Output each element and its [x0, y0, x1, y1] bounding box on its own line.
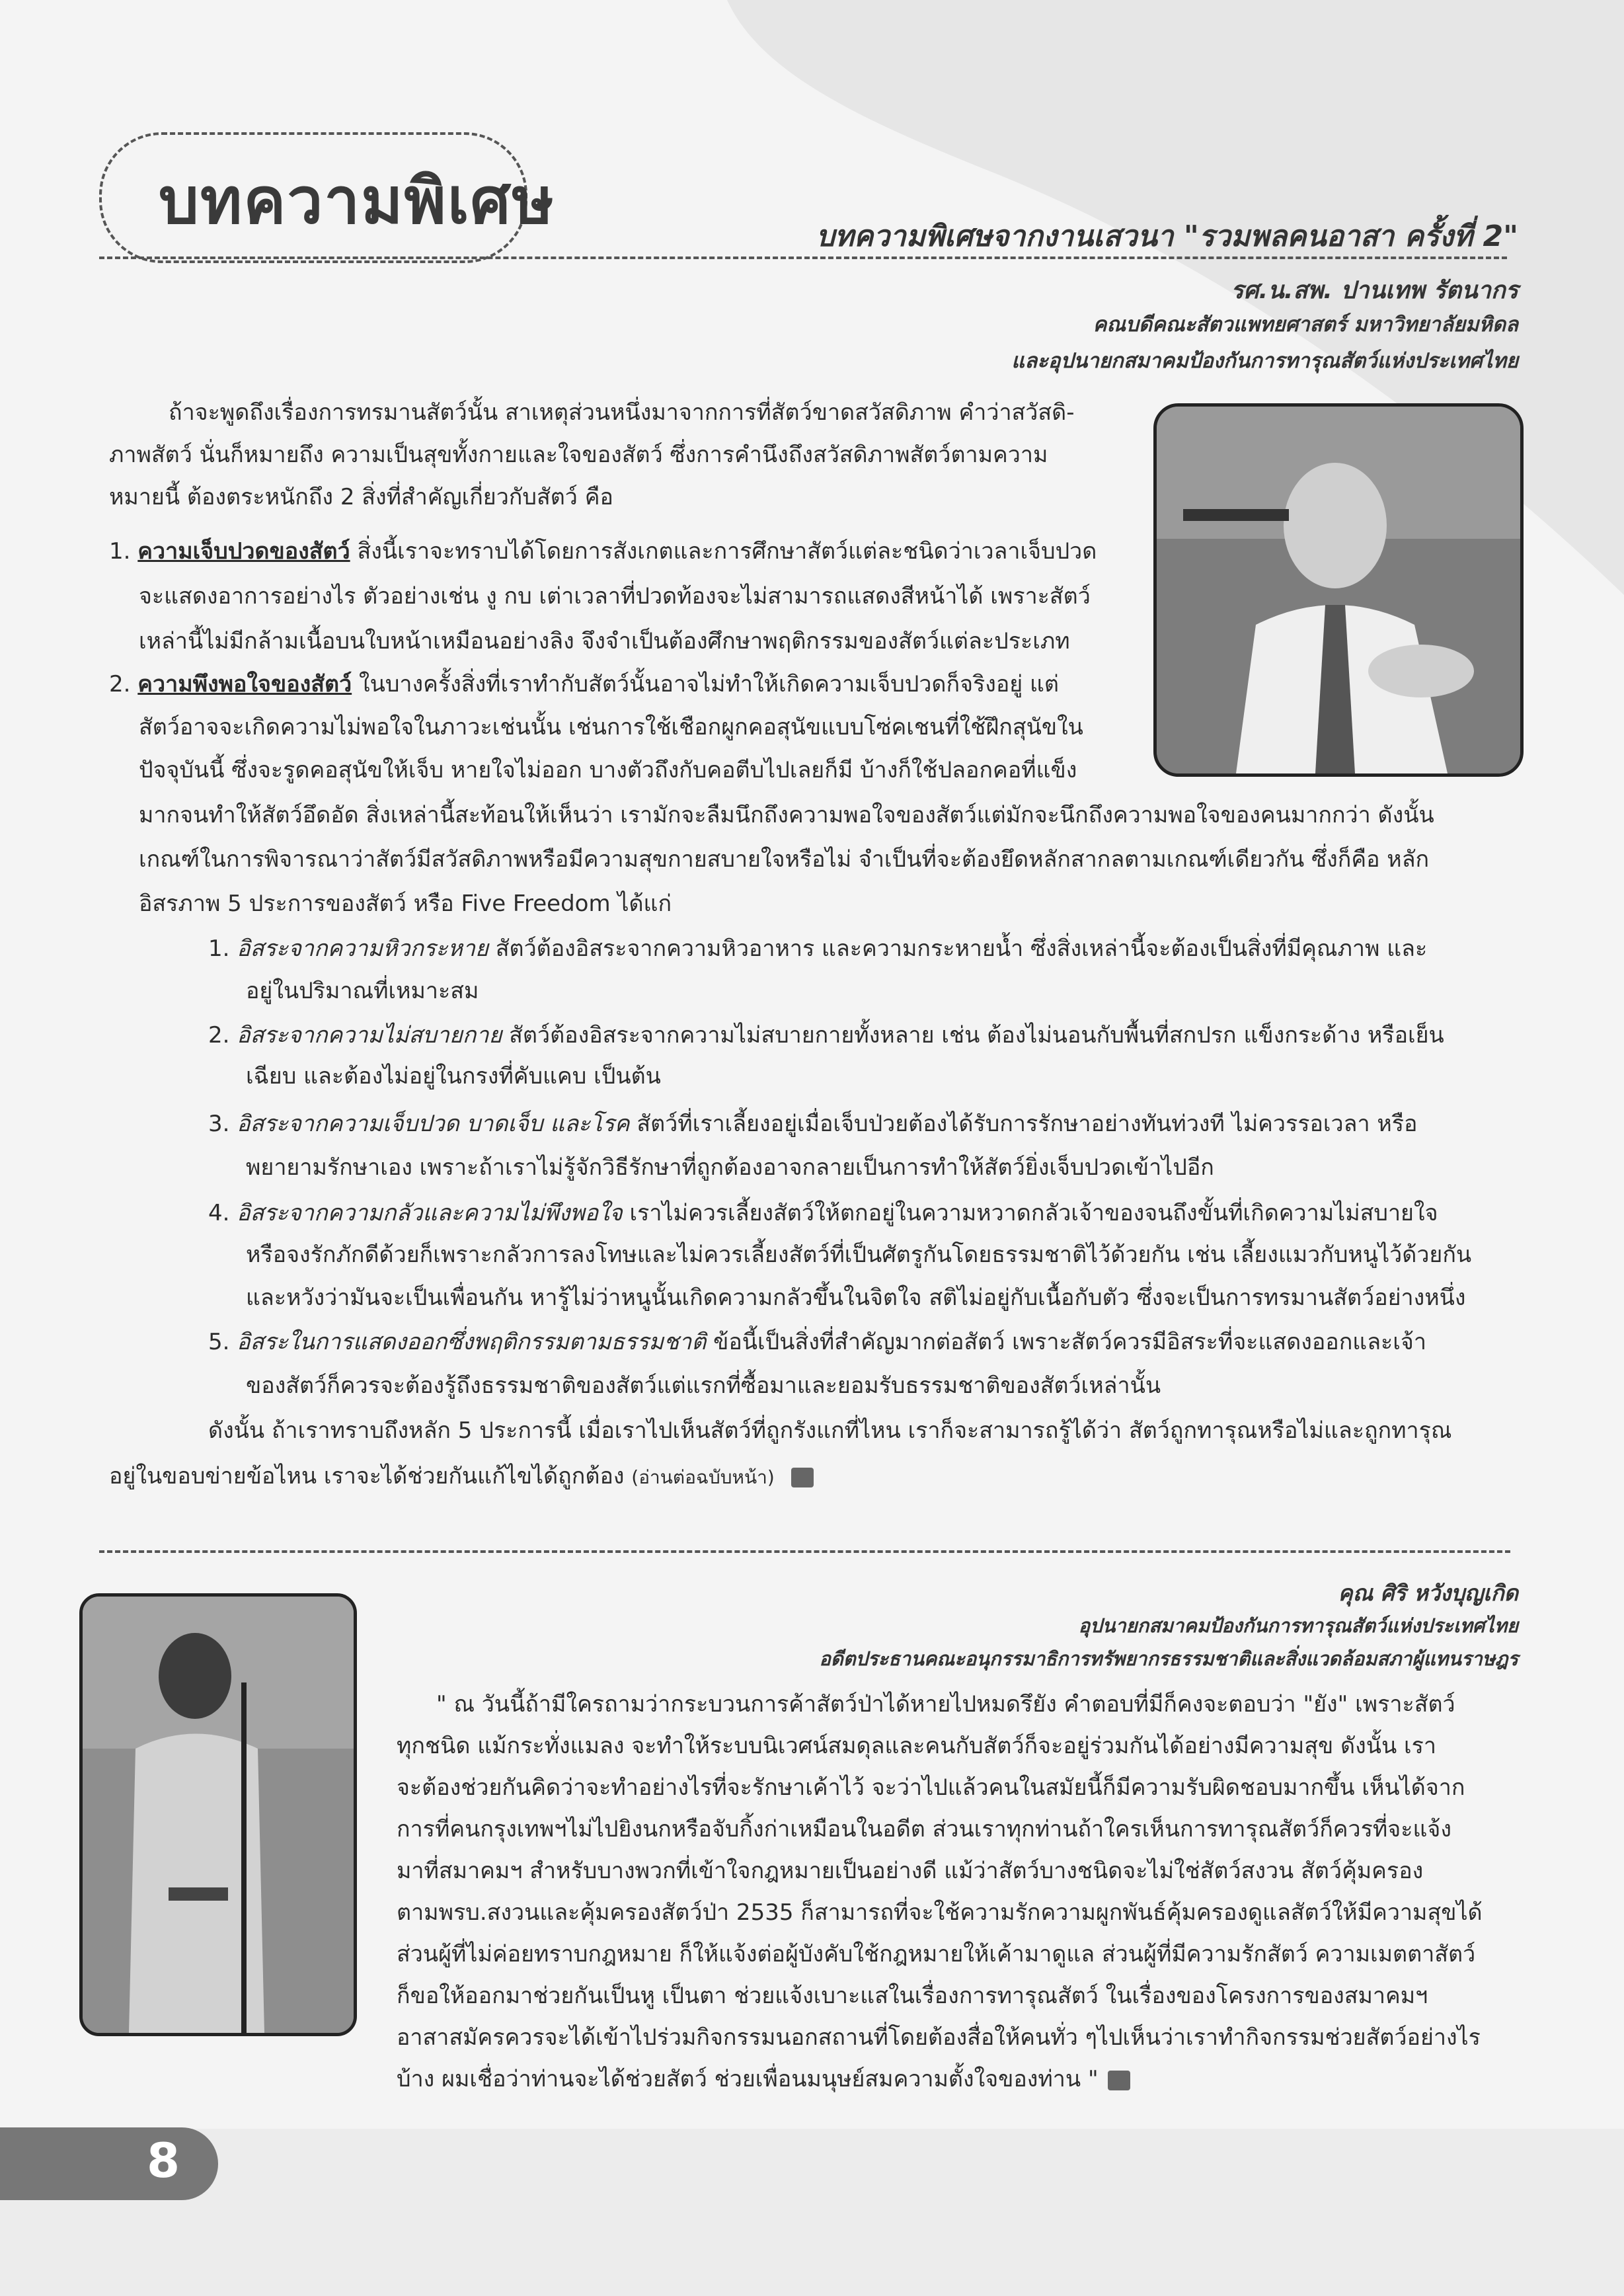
point-2-line-3: ปัจจุบันนี้ ซึ่งจะรูดคอสุนัขให้เจ็บ หายใจไม่ออก บางตัวถึงกับคอตีบไปเลยก็มี บ้างก็ใช้ปลอกคอที่แข็ง [139, 757, 1077, 783]
quote-line-1: " ณ วันนี้ถ้ามีใครถามว่ากระบวนการค้าสัตว์ป่าได้หายไปหมดรึยัง คำตอบที่มีก็คงจะตอบว่า "ยัง" เพราะสัตว์ [436, 1691, 1455, 1718]
quote-line-2: ทุกชนิด แม้กระทั่งแมลง จะทำให้ระบบนิเวศน์สมดุลและคนกับสัตว์ก็จะอยู่ร่วมกันได้อย่างมีความสุข ดังนั้น เรา [397, 1733, 1436, 1759]
cont-line-3: อิสรภาพ 5 ประการของสัตว์ หรือ Five Freedom ได้แก่ [139, 891, 672, 917]
author-position-2: และอุปนายกสมาคมป้องกันการทารุณสัตว์แห่งประเทศไทย [1011, 349, 1518, 373]
author-name: รศ.น.สพ. ปานเทพ รัตนากร [1231, 277, 1518, 304]
quote-line-5: มาที่สมาคมฯ สำหรับบางพวกที่เข้าใจกฎหมายเป็นอย่างดี แม้ว่าสัตว์บางชนิดจะไม่ใช่สัตว์สงวน สัตว์คุ้มครอง [397, 1858, 1424, 1884]
freedom-5-text: ข้อนี้เป็นสิ่งที่สำคัญมากต่อสัตว์ เพราะสัตว์ควรมีอิสระที่จะแสดงออกและเจ้า [706, 1329, 1426, 1355]
freedom-4-title: อิสระจากความกลัวและความไม่พึงพอใจ [237, 1200, 623, 1226]
quote-line-4: การที่คนกรุงเทพฯไม่ไปยิงนกหรือจับกิ้งก่าเหมือนในอดีต ส่วนเราทุกท่านถ้าใครเห็นการทารุณสัตว์ก็ควรที่จะแจ้ง [397, 1816, 1451, 1842]
freedom-1-text: สัตว์ต้องอิสระจากความหิวอาหาร และความกระหายน้ำ ซึ่งสิ่งเหล่านี้จะต้องเป็นสิ่งที่มีคุณภาพ และ [488, 935, 1428, 962]
section-separator [99, 1550, 1510, 1553]
author2-name: คุณ ศิริ หวังบุญเกิด [1338, 1580, 1518, 1606]
cont-line-1: มากจนทำให้สัตว์อึดอัด สิ่งเหล่านี้สะท้อนให้เห็นว่า เรามักจะลืมนึกถึงความพอใจของสัตว์แต่มักจะนึกถึงความพอใจของคนมากกว่า ดังนั้น [139, 802, 1434, 828]
author-position-1: คณบดีคณะสัตวแพทยศาสตร์ มหาวิทยาลัยมหิดล [1093, 313, 1518, 336]
freedom-5 [208, 1324, 1426, 1361]
freedom-4-line-2: หรือจงรักภักดีด้วยก็เพราะกลัวการลงโทษและไม่ควรเลี้ยงสัตว์ที่เป็นศัตรูกันโดยธรรมชาติไว้ด้วยกัน เช่น เลี้ยงแมวกับหนูไว้ด้วยกัน [246, 1242, 1472, 1268]
quote-line-10 [397, 2061, 1130, 2098]
point-1-line-3: เหล่านี้ไม่มีกล้ามเนื้อบนใบหน้าเหมือนอย่างลิง จึงจำเป็นต้องศึกษาพฤติกรรมของสัตว์แต่ละประเภท [139, 628, 1070, 654]
freedom-3 [208, 1105, 1417, 1142]
point-1-number: 1. [109, 538, 131, 565]
speaker-photo-2 [79, 1593, 357, 2036]
author2-position-1: อุปนายกสมาคมป้องกันการทารุณสัตว์แห่งประเทศไทย [1078, 1614, 1518, 1637]
point-2 [109, 666, 1059, 703]
quote-line-3: จะต้องช่วยกันคิดว่าจะทำอย่างไรที่จะรักษาเค้าไว้ จะว่าไปแล้วคนในสมัยนี้ก็มีความรับผิดชอบมากขึ้น เห็นได้จาก [397, 1774, 1465, 1801]
cont-line-2: เกณฑ์ในการพิจารณาว่าสัตว์มีสวัสดิภาพหรือมีความสุขกายสบายใจหรือไม่ จำเป็นที่จะต้องยึดหลักสากลตามเกณฑ์เดียวกัน ซึ่งก็คือ หลัก [139, 846, 1430, 873]
point-2-heading: ความพึงพอใจของสัตว์ [137, 671, 352, 697]
freedom-2-title: อิสระจากความไม่สบายกาย [237, 1022, 502, 1049]
freedom-1-number: 1. [208, 935, 230, 962]
point-1-heading: ความเจ็บปวดของสัตว์ [137, 538, 350, 565]
conclusion-text: อยู่ในขอบข่ายข้อไหน เราจะได้ช่วยกันแก้ไขได้ถูกต้อง [109, 1463, 632, 1489]
point-1-text: สิ่งนี้เราจะทราบได้โดยการสังเกตและการศึกษาสัตว์แต่ละชนิดว่าเวลาเจ็บปวด [350, 538, 1097, 565]
conclusion-line-1: ดังนั้น ถ้าเราทราบถึงหลัก 5 ประการนี้ เมื่อเราไปเห็นสัตว์ที่ถูกรังแกที่ไหน เราก็จะสามารถรู้ได้ว่า สัตว์ถูกทารุณหรือไม่และถูกทารุณ [208, 1417, 1452, 1444]
speaker-photo-1 [1153, 403, 1524, 777]
freedom-2-line-2: เฉียบ และต้องไม่อยู่ในกรงที่คับแคบ เป็นต้น [246, 1063, 661, 1089]
paw-end-icon [791, 1468, 814, 1487]
freedom-3-text: สัตว์ที่เราเลี้ยงอยู่เมื่อเจ็บป่วยต้องได้รับการรักษาอย่างทันท่วงที ไม่ควรรอเวลา หรือ [629, 1111, 1418, 1137]
quote-line-7: ส่วนผู้ที่ไม่ค่อยทราบกฎหมาย ก็ให้แจ้งต่อผู้บังคับใช้กฎหมายให้เค้ามาดูแล ส่วนผู้ที่มีความรักสัตว์ ความเมตตาสัตว์ [397, 1941, 1476, 1967]
freedom-3-title: อิสระจากความเจ็บปวด บาดเจ็บ และโรค [237, 1111, 630, 1137]
point-2-line-2: สัตว์อาจจะเกิดความไม่พอใจในภาวะเช่นนั้น เช่นการใช้เชือกผูกคอสุนัขแบบโซ่คเชนที่ใช้ฝึกสุนัขใน [139, 714, 1083, 740]
article-subtitle: บทความพิเศษจากงานเสวนา "รวมพลคนอาสา ครั้งที่ 2" [816, 219, 1518, 253]
freedom-4-line-3: และหวังว่ามันจะเป็นเพื่อนกัน หารู้ไม่ว่าหนูนั้นเกิดความกลัวขึ้นในจิตใจ สติไม่อยู่กับเนื้อกับตัว ซึ่งจะเป็นการทรมานสัตว์อย่างหนึ่ง [246, 1285, 1466, 1311]
freedom-5-title: อิสระในการแสดงออกซึ่งพฤติกรรมตามธรรมชาติ [237, 1329, 707, 1355]
quote-line-9: อาสาสมัครควรจะได้เข้าไปร่วมกิจกรรมนอกสถานที่โดยต้องสื่อให้คนทั่ว ๆไปเห็นว่าเราทำกิจกรรมช่วยสัตว์อย่างไร [397, 2024, 1481, 2051]
freedom-3-number: 3. [208, 1111, 230, 1137]
page-number: 8 [147, 2133, 180, 2188]
freedom-2 [208, 1017, 1444, 1054]
freedom-3-line-2: พยายามรักษาเอง เพราะถ้าเราไม่รู้จักวิธีรักษาที่ถูกต้องอาจกลายเป็นการทำให้สัตว์ยิ่งเจ็บปวดเข้าไปอีก [246, 1154, 1214, 1181]
point-1-line-2: จะแสดงอาการอย่างไร ตัวอย่างเช่น งู กบ เต่าเวลาที่ปวดท้องจะไม่สามารถแสดงสีหน้าได้ เพราะสัตว์ [139, 583, 1091, 610]
conclusion-line-2 [109, 1458, 814, 1496]
quote-last-text: บ้าง ผมเชื่อว่าท่านจะได้ช่วยสัตว์ ช่วยเพื่อนมนุษย์สมความตั้งใจของท่าน " [397, 2066, 1099, 2092]
intro-line-3: หมายนี้ ต้องตระหนักถึง 2 สิ่งที่สำคัญเกี่ยวกับสัตว์ คือ [109, 484, 613, 510]
quote-line-8: ก็ขอให้ออกมาช่วยกันเป็นหู เป็นตา ช่วยแจ้งเบาะแสในเรื่องการทารุณสัตว์ ในเรื่องของโครงการของสมาคมฯ [397, 1983, 1428, 2009]
freedom-4-text: เราไม่ควรเลี้ยงสัตว์ให้ตกอยู่ในความหวาดกลัวเจ้าของจนถึงขั้นที่เกิดความไม่สบายใจ [622, 1200, 1438, 1226]
freedom-5-number: 5. [208, 1329, 230, 1355]
intro-line-1: ถ้าจะพูดถึงเรื่องการทรมานสัตว์นั้น สาเหตุส่วนหนึ่งมาจากการที่สัตว์ขาดสวัสดิภาพ คำว่าสวัสดิ- [169, 399, 1075, 426]
section-title: บทความพิเศษ [159, 164, 555, 238]
quote-line-6: ตามพรบ.สงวนและคุ้มครองสัตว์ป่า 2535 ก็สามารถที่จะใช้ความรักความผูกพันธ์คุ้มครองดูแลสัตว์ให้มีความสุขได้ [397, 1899, 1483, 1926]
paw-end-icon-2 [1108, 2071, 1130, 2090]
freedom-5-line-2: ของสัตว์ก็ควรจะต้องรู้ถึงธรรมชาติของสัตว์แต่แรกที่ซื้อมาและยอมรับธรรมชาติของสัตว์เหล่านั้น [246, 1372, 1161, 1399]
page-number-tab [0, 2127, 218, 2200]
point-2-text: ในบางครั้งสิ่งที่เราทำกับสัตว์นั้นอาจไม่ทำให้เกิดความเจ็บปวดก็จริงอยู่ แต่ [352, 671, 1060, 697]
freedom-1 [208, 930, 1427, 967]
intro-line-2: ภาพสัตว์ นั่นก็หมายถึง ความเป็นสุขทั้งกายและใจของสัตว์ ซึ่งการคำนึงถึงสวัสดิภาพสัตว์ตามความ [109, 442, 1048, 468]
freedom-1-title: อิสระจากความหิวกระหาย [237, 935, 488, 962]
freedom-2-number: 2. [208, 1022, 230, 1049]
freedom-4 [208, 1195, 1438, 1232]
author2-position-2: อดีตประธานคณะอนุกรรมาธิการทรัพยากรธรรมชาติและสิ่งแวดล้อมสภาผู้แทนราษฎร [819, 1647, 1518, 1670]
freedom-1-line-2: อยู่ในปริมาณที่เหมาะสม [246, 978, 479, 1004]
point-2-number: 2. [109, 671, 131, 697]
point-1 [109, 533, 1097, 570]
freedom-2-text: สัตว์ต้องอิสระจากความไม่สบายกายทั้งหลาย เช่น ต้องไม่นอนกับพื้นที่สกปรก แข็งกระด้าง หรือเย็น [502, 1022, 1444, 1049]
read-more-link[interactable]: (อ่านต่อฉบับหน้า) [631, 1466, 775, 1488]
freedom-4-number: 4. [208, 1200, 230, 1226]
